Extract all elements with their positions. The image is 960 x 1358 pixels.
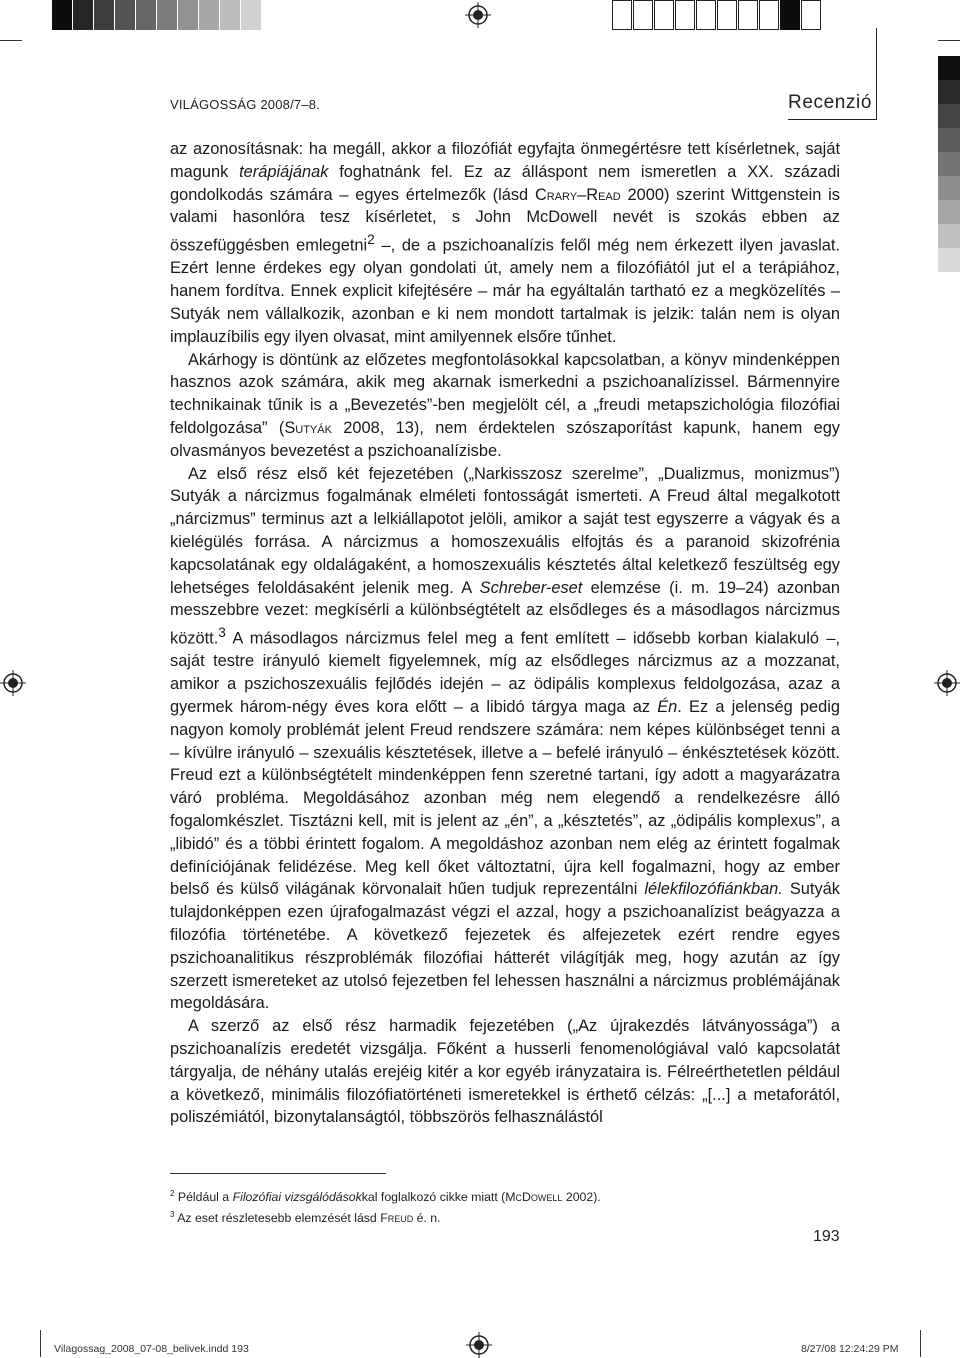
paragraph: az azonosításnak: ha megáll, akkor a filozófiát egyfajta önmegértésre tett kísérletnek, saját magunk terápiájának foghatnánk fel. Ez az álláspont nem ismeretlen a XX. századi gondolkodás számára – egyes értelmezők (lásd Crary–Read 2000) szerint Wittgenstein is valami hasonlóra tesz kísérletet, s John McDowell nevét is szokás ebben az összefüggésben emlegetni$^2$ –, de a pszichoanalízis felől még nem érkezett ilyen javaslat. Ezért lenne érdekes egy olyan gondolati út, amely nem a filozófiától jut el a terápiához, hanem fordítva. Ennek explicit kifejtésére – már ha egyáltalán tartható ez a megközelítés – Sutyák nem vállalkozik, azonban e ki nem mondott tartalmak is jelzik: talán nem is olyan implauzíbilis egy ilyen olvasat, mint amilyennek elsőre tűnhet. — [170, 140, 840, 346]
color-swatch — [938, 152, 960, 176]
color-swatch — [938, 176, 960, 200]
registration-mark-icon — [0, 670, 26, 696]
color-swatch — [199, 0, 219, 30]
crop-mark — [40, 1330, 41, 1357]
color-bar-side — [938, 56, 960, 344]
color-swatch — [738, 0, 758, 30]
color-swatch — [115, 0, 135, 30]
color-swatch — [52, 0, 72, 30]
header-divider — [876, 28, 877, 120]
color-swatch — [696, 0, 716, 30]
author-citation: Crary–Read — [534, 185, 621, 204]
color-swatch — [938, 320, 960, 344]
crop-mark — [920, 1330, 921, 1357]
journal-header: VILÁGOSSÁG 2008/7–8. — [170, 97, 320, 112]
color-swatch — [612, 0, 632, 30]
color-swatch — [157, 0, 177, 30]
article-body — [170, 138, 840, 1129]
footnotes — [170, 1185, 601, 1227]
color-swatch — [654, 0, 674, 30]
color-bar-right — [612, 0, 822, 30]
page-number: 193 — [813, 1228, 840, 1245]
color-swatch — [178, 0, 198, 30]
color-swatch — [938, 104, 960, 128]
color-swatch — [801, 0, 821, 30]
color-swatch — [938, 200, 960, 224]
registration-mark-icon — [466, 1332, 492, 1358]
color-swatch — [938, 272, 960, 296]
color-swatch — [938, 224, 960, 248]
footnote-divider — [170, 1173, 386, 1174]
color-swatch — [938, 80, 960, 104]
color-swatch — [938, 56, 960, 80]
color-bar-left — [52, 0, 262, 30]
section-title: Recenzió — [788, 92, 873, 113]
color-swatch — [938, 296, 960, 320]
crop-mark — [938, 40, 960, 41]
crop-mark — [0, 40, 22, 41]
color-swatch — [94, 0, 114, 30]
registration-mark-icon — [934, 670, 960, 696]
color-swatch — [759, 0, 779, 30]
footnote-ref[interactable]: 3 — [218, 625, 226, 641]
header-underline — [788, 119, 877, 120]
color-swatch — [220, 0, 240, 30]
color-swatch — [136, 0, 156, 30]
color-swatch — [73, 0, 93, 30]
color-swatch — [241, 0, 261, 30]
color-swatch — [780, 0, 800, 30]
author-citation: Sutyák — [284, 419, 332, 438]
footnote: $^3$ Az eset részletesebb elemzését lásd Freud é. n. — [170, 1210, 441, 1226]
paragraph: Akárhogy is döntünk az előzetes megfontolásokkal kapcsolatban, a könyv mindenképpen hasznos azok számára, akik meg akarnak ismerkedni a pszichoanalízissel. Bármennyire technikainak tűnik is a „Bevezetés”-ben megjelölt cél, a „freudi metapszichológia filozófiai feldolgozása” (Sutyák 2008, 13), nem érdektelen szószaporítást kapunk, hanem egy olvasmányos bevezetést a pszichoanalízisbe. — [170, 350, 840, 460]
footnote-ref[interactable]: 2 — [367, 232, 375, 248]
slug-filename: Vilagossag_2008_07-08_belivek.indd 193 — [54, 1343, 249, 1355]
paragraph: A szerző az első rész harmadik fejezetében („Az újrakezdés látványossága”) a pszichoanalízis eredetét vizsgálja. Főként a husserli fenomenológiával való kapcsolatát tárgyalja, de néhány utalás erejéig kitér a kor egyéb irányzataira is. Félreérthetetlen például a következő, minimális filozófiatörténeti ismeretekkel is érthető célzás: „[...] a metaforától, poliszémiától, bizonytalanságtól, többszörös felhasználástól — [170, 1017, 840, 1127]
registration-mark-icon — [465, 2, 491, 28]
color-swatch — [633, 0, 653, 30]
color-swatch — [938, 128, 960, 152]
color-swatch — [938, 248, 960, 272]
slug-timestamp: 8/27/08 12:24:29 PM — [801, 1343, 899, 1355]
color-swatch — [717, 0, 737, 30]
paragraph: Az első rész első két fejezetében („Narkisszosz szerelme”, „Dualizmus, monizmus”) Sutyák a nárcizmus fogalmának elméleti fontosságát ismerteti. A Freud által megalkotott „nárcizmus” terminus azt a lelkiállapotot jelöli, amikor a saját test egyszerre a vágyak és a kielégülés forrása. A nárcizmus a homoszexuális elfojtás és a paranoid skizofrénia kapcsolatának egy oldalágaként, a homoszexuális késztetés által keletkező feszültség egy lehetséges feloldásaként jelenik meg. A Schreber-eset elemzése (i. m. 19–24) azonban messzebbre vezet: megkísérli a különbségtételt az elsődleges és a másodlagos nárcizmus között.$^3$ A másodlagos nárcizmus felel meg a fent említett – idősebb korban kialakuló –, saját testre irányuló kiemelt figyelemnek, míg az elsődleges nárcizmus az a mozzanat, amikor a pszichoszexuális fejlődés idején – az ödipális komplexus feldolgozása, azaz a gyermek három-négy éves kora előtt – a libidó tárgya maga az Én. Ez a jelenség pedig nagyon komoly problémát jelent Freud rendszere számára: nem képes különbséget tenni a – kívülre irányuló – szexuális késztetések, illetve a – befelé irányuló – énkésztetések között. Freud ezt a különbségtételt mindenképpen fenn szeretné tartani, így adott a magyarázatra váró probléma. Megoldásához azonban még nem elegendő a rendelkezésre álló fogalomkészlet. Tisztázni kell, mit is jelent az „én”, a „késztetés”, az „ödipális komplexus”, a „libidó” és a többi érintett fogalom. A megoldáshoz azonban nem elég az érintett fogalmak definíciójának felidézése. Meg kell őket változtatni, újra kell fogalmazni, hogy az ember belső és külső világának körvonalait hűen tudjuk reprezentálni lélekfilozófiánkban. Sutyák tulajdonképpen ezen újrafogalmazást végzi el azzal, hogy a pszichoanalízist beágyazza a filozófia történetébe. A következő fejezetek és alfejezetek ezért rendre egyes pszichoanalitikus részproblémák filozófiai hátterét világítják meg, hogy azután az így szerzett ismereteket az utolsó fejezetben fel lehessen használni a nárcizmus problémájának megoldására. — [170, 464, 840, 1013]
color-swatch — [675, 0, 695, 30]
footnote: $^2$ Például a Filozófiai vizsgálódásokkal foglalkozó cikke miatt (McDowell 2002). — [170, 1189, 601, 1205]
